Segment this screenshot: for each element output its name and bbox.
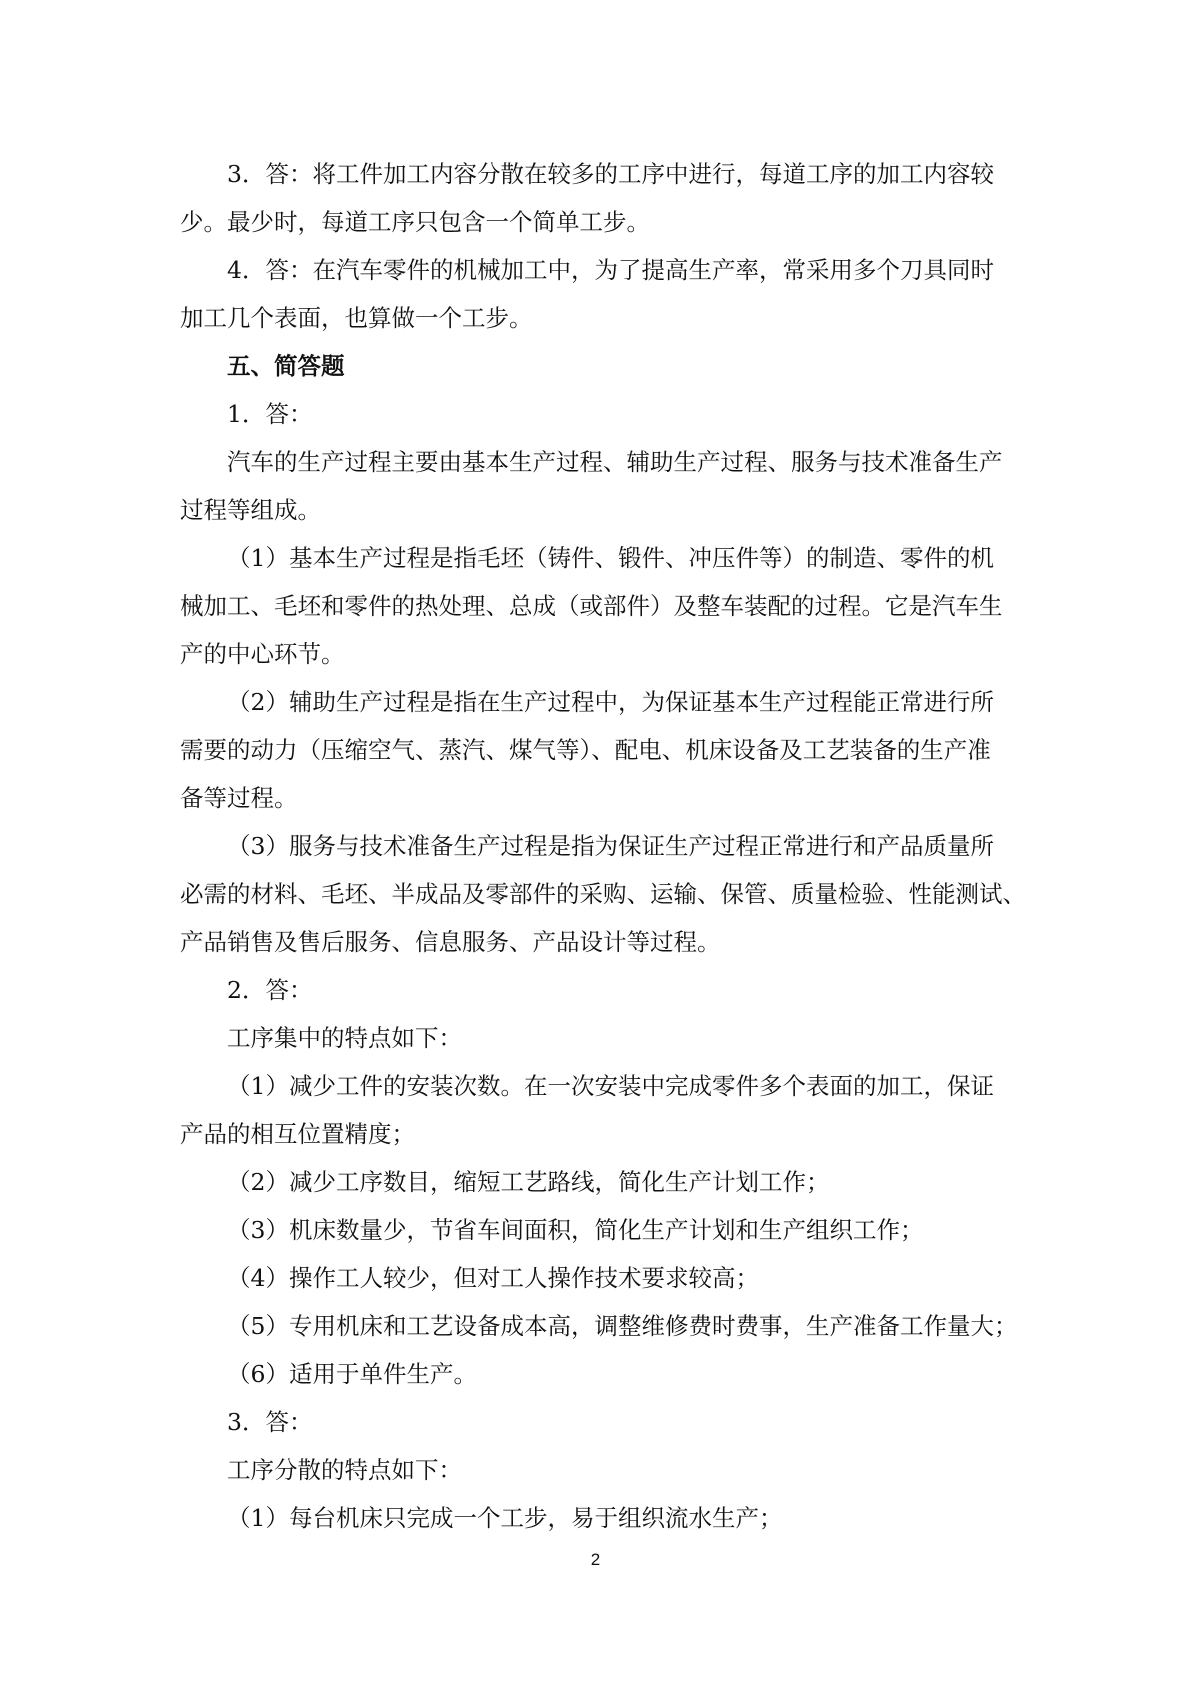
text-line: 产的中心环节。 [180,640,345,668]
text-line: 1．答： [227,400,313,428]
text-line: 4．答：在汽车零件的机械加工中，为了提高生产率，常采用多个刀具同时 [227,256,994,284]
text-line: 需要的动力（压缩空气、蒸汽、煤气等）、配电、机床设备及工艺装备的生产准 [180,736,991,764]
section-heading: 五、简答题 [227,352,345,380]
text-line: 备等过程。 [180,784,298,812]
text-line: 工序集中的特点如下： [227,1024,462,1052]
text-line: 械加工、毛坯和零件的热处理、总成（或部件）及整车装配的过程。它是汽车生 [180,592,1003,620]
text-line: （1）减少工件的安装次数。在一次安装中完成零件多个表面的加工，保证 [227,1072,994,1100]
text-line: 过程等组成。 [180,496,321,524]
text-line: （1）每台机床只完成一个工步，易于组织流水生产； [227,1504,783,1532]
text-line: 汽车的生产过程主要由基本生产过程、辅助生产过程、服务与技术准备生产 [227,448,1003,476]
text-line: （3）机床数量少，节省车间面积，简化生产计划和生产组织工作； [227,1216,924,1244]
page-number: 2 [590,1550,601,1569]
document-body [180,150,1026,1532]
text-line: （5）专用机床和工艺设备成本高，调整维修费时费事，生产准备工作量大； [227,1312,1018,1340]
text-line: 2．答： [227,976,313,1004]
text-line: （6）适用于单件生产。 [227,1360,477,1388]
text-line: 产品销售及售后服务、信息服务、产品设计等过程。 [180,928,721,956]
text-line: （2）辅助生产过程是指在生产过程中，为保证基本生产过程能正常进行所 [227,688,994,716]
text-line: 3．答： [227,1408,313,1436]
text-line: （3）服务与技术准备生产过程是指为保证生产过程正常进行和产品质量所 [227,832,994,860]
text-line: 产品的相互位置精度； [180,1120,415,1148]
text-line: （2）减少工序数目，缩短工艺路线，简化生产计划工作； [227,1168,830,1196]
text-line: 少。最少时，每道工序只包含一个简单工步。 [180,208,650,236]
text-line: （4）操作工人较少，但对工人操作技术要求较高； [227,1264,759,1292]
text-line: 3．答：将工件加工内容分散在较多的工序中进行，每道工序的加工内容较 [227,160,994,188]
text-line: 加工几个表面，也算做一个工步。 [180,304,533,332]
text-line: 必需的材料、毛坯、半成品及零部件的采购、运输、保管、质量检验、性能测试、 [180,880,1026,908]
text-line: 工序分散的特点如下： [227,1456,462,1484]
text-line: （1）基本生产过程是指毛坯（铸件、锻件、冲压件等）的制造、零件的机 [227,544,994,572]
